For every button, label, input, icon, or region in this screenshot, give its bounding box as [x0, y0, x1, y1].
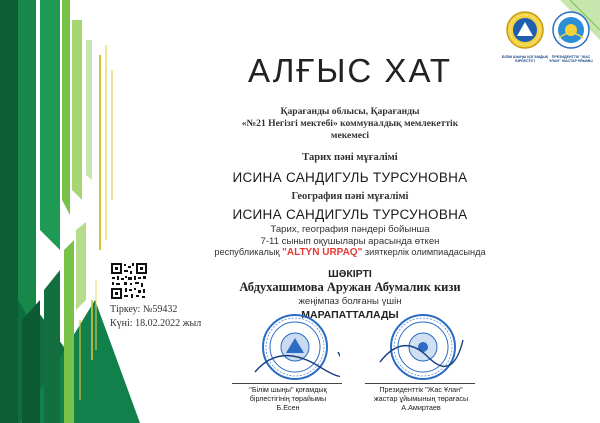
signature-rule-2 — [365, 383, 475, 384]
bilim-shyny-logo — [500, 10, 550, 64]
olympiad-suffix: зияткерлік олимпиадасында — [364, 247, 486, 257]
organization-line: мекемесі — [330, 130, 370, 141]
signature-line: "Білім шыңы" қоғамдық — [249, 385, 327, 394]
organization-line: «№21 Негізгі мектебі» коммуналдық мемлекеттік — [241, 118, 459, 129]
winner-reason: жеңімпаз болғаны үшін — [298, 296, 402, 307]
signature-line: бірлестігінің төрайымы — [249, 393, 327, 403]
olympiad-prefix: республикалық — [214, 247, 280, 257]
signature-line: А.Амиртаев — [401, 402, 441, 412]
bilim-shyny-emblem-icon — [505, 10, 545, 50]
student-name: Абдухашимова Аружан Абумалик кизи — [239, 280, 461, 294]
signature-block-bilim-shyny — [228, 386, 348, 412]
awarded-label: МАРАПАТТАЛАДЫ — [301, 309, 399, 321]
zhas-ulan-emblem-icon — [551, 10, 591, 50]
signature-rule-1 — [232, 383, 342, 384]
teacher1-name: ИСИНА САНДИГУЛЬ ТУРСУНОВНА — [232, 170, 468, 185]
olympiad-line — [200, 247, 500, 258]
zhas-ulan-stamp — [378, 312, 468, 382]
organization-block — [230, 106, 470, 142]
organization-line: Қарағанды облысы, Қарағанды — [280, 106, 420, 117]
subjects-line: Тарих, география пәндері бойынша — [270, 224, 430, 235]
zhas-ulan-caption: ПРЕЗИДЕНТТІК "ЖАС ҰЛАН" ЖАСТАР ҰЙЫМЫ — [549, 55, 593, 64]
winner-label: ШӘКІРТІ — [328, 268, 372, 280]
qr-code-icon — [110, 262, 148, 300]
certificate-title: АЛҒЫС ХАТ — [247, 52, 453, 89]
grades-line: 7-11 сынып оқушылары арасында өткен — [260, 236, 440, 247]
signature-line: Президенттік "Жас Ұлан" — [379, 385, 463, 394]
registration-number: Тіркеу: №59432 — [110, 304, 178, 315]
olympiad-brand: "ALTYN URPAQ" — [282, 247, 363, 258]
teacher2-name: ИСИНА САНДИГУЛЬ ТУРСУНОВНА — [232, 207, 468, 222]
signature-line: Б.Есен — [276, 402, 300, 412]
bilim-shyny-caption: БІЛІМ ШЫҢЫ ҚОҒАМДЫҚ БІРЛЕСТІГІ — [501, 55, 549, 64]
registration-date: Күні: 18.02.2022 жыл — [110, 318, 202, 329]
teacher2-subject: География пәні мұғалімі — [291, 191, 409, 202]
bilim-shyny-stamp — [250, 312, 340, 382]
signature-line: жастар ұйымының төрағасы — [373, 393, 469, 403]
teacher1-subject: Тарих пәні мұғалімі — [302, 152, 398, 163]
zhas-ulan-logo — [546, 10, 596, 64]
signature-block-zhas-ulan — [361, 386, 481, 412]
